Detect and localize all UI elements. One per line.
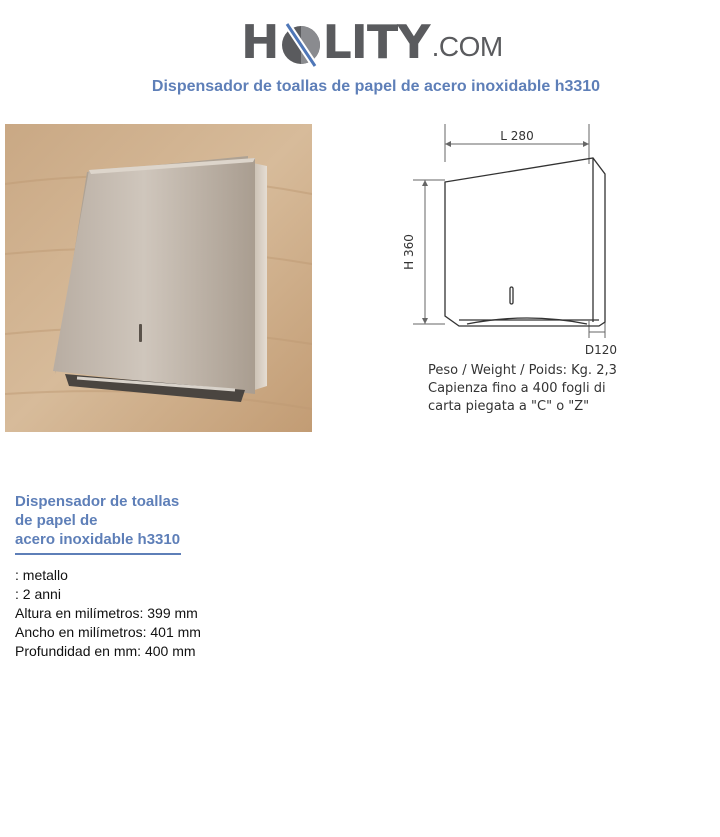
product-heading-line: acero inoxidable h3310: [15, 531, 181, 548]
capacity-note-continued: carta piegata a "C" o "Z": [428, 399, 590, 414]
logo-letters: LITY: [322, 15, 430, 69]
logo-o-globe-icon: [279, 14, 323, 70]
page-title: Dispensador de toallas de papel de acero inoxidable h3310: [151, 78, 601, 95]
product-photo: [5, 124, 312, 432]
heading-divider: [15, 553, 181, 555]
product-specs: [15, 566, 201, 661]
spec-height: Altura en milímetros: 399 mm: [15, 605, 198, 621]
length-label: L 280: [500, 129, 534, 143]
holity-logo[interactable]: [241, 10, 503, 70]
spec-material: : metallo: [15, 567, 68, 583]
drawing-notes: [428, 362, 658, 416]
depth-label: D120: [584, 343, 618, 357]
product-heading-line: de papel de: [15, 512, 98, 529]
product-heading: [15, 492, 200, 549]
spec-warranty: : 2 anni: [15, 586, 61, 602]
weight-note: Peso / Weight / Poids: Kg. 2,3: [428, 363, 617, 378]
height-label: H 360: [402, 234, 416, 270]
logo-suffix: .COM: [431, 31, 503, 62]
logo-letter-h: H: [241, 15, 279, 69]
capacity-note: Capienza fino a 400 fogli di: [428, 381, 606, 396]
spec-width: Ancho en milímetros: 401 mm: [15, 624, 201, 640]
product-heading-line: Dispensador de toallas: [15, 493, 180, 510]
spec-depth: Profundidad en mm: 400 mm: [15, 643, 196, 659]
